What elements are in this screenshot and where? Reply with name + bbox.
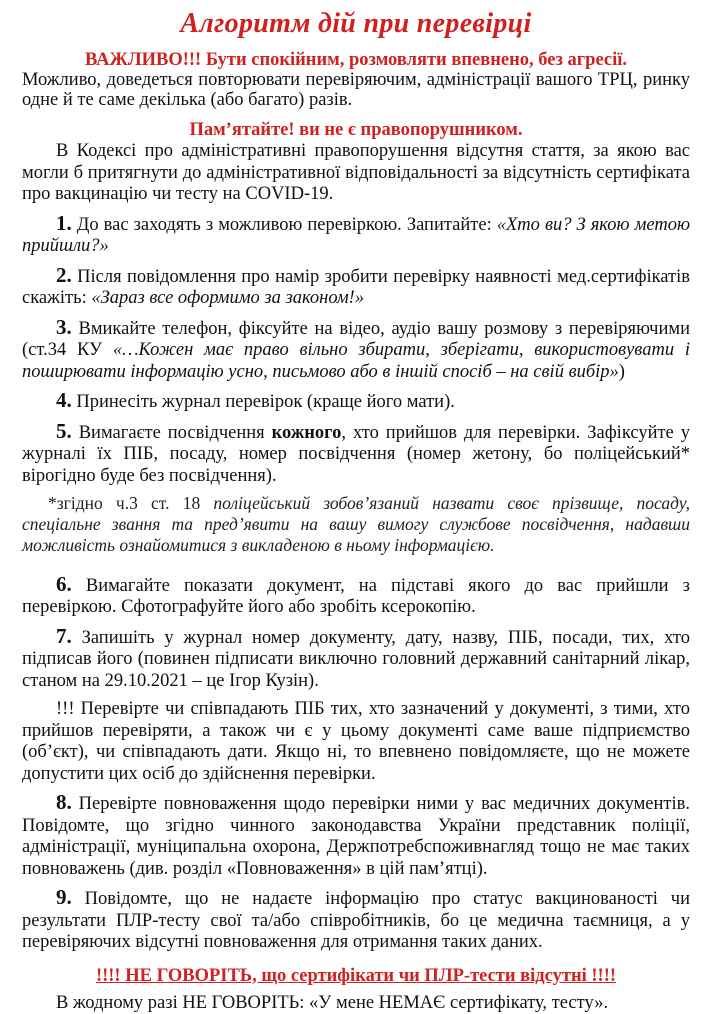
footnote-text: поліцейський зобов’язаний назвати своє прізвище, посаду, спеціальне звання та пред’явити на вашу вимогу службове посвідчення, надавши можливість ознайомитися з викладеною в ньому інформацією. (22, 493, 691, 555)
important-text: Можливо, доведеться повторювати перевіряючим, адміністрації вашого ТРЦ, ринку одне й те саме декілька (або багато) разів. (22, 70, 690, 110)
step-quote: «…Кожен має право вільно збирати, зберігати, використовувати і поширювати інформацію усно, письмово або в іншій спосіб – на свій вибір» (22, 340, 690, 382)
step-7 (22, 623, 690, 693)
remember-heading: Пам’ятайте! ви не є правопорушником. (189, 120, 523, 140)
step-9 (22, 887, 690, 954)
step-tail: ) (618, 361, 625, 382)
warning-heading: !!!! НЕ ГОВОРІТЬ, що сертифікати чи ПЛР-тести відсутні !!!! (95, 965, 617, 986)
footnote (22, 493, 690, 556)
step-text-continued: , хто прийшов для перевірки. Зафіксуйте у журналі їх ПІБ, посаду, номер посвідчення (номер жетону, бо поліцейський* вірогідно буде без посвідчення). (22, 422, 690, 486)
step-text: Принесіть журнал перевірок (краще його мати). (71, 392, 455, 412)
step-quote: «Зараз все оформимо за законом!» (91, 288, 365, 308)
step-text: Вмикайте телефон, фіксуйте на відео, аудіо вашу розмову з перевіряючими (ст.34 КУ (22, 318, 690, 360)
final-paragraph: В жодному разі НЕ ГОВОРІТЬ: «У мене НЕМАЄ сертифікату, тесту». (56, 992, 609, 1013)
note-paragraph: !!! Перевірте чи співпадають ПІБ тих, хто зазначений у документі, з тими, хто прийшов перевіряти, а також чи є у цьому документі саме ваше підприємство (об’єкт), чи співпадають дати. Якщо ні, то впевнено повідомляєте, що не можете допустити цих осіб до здійснення перевірки. (22, 699, 690, 784)
step-text: Після повідомлення про намір зробити перевірку наявності мед.сертифікатів скажіть: (22, 266, 690, 308)
step-number: 8. (56, 790, 72, 814)
step-emphasis: кожного (271, 422, 342, 443)
step-number: 6. (56, 571, 72, 596)
step-1 (22, 210, 690, 258)
step-text: Вимагаєте посвідчення (71, 422, 272, 443)
step-3 (22, 314, 690, 384)
intro-paragraph: В Кодексі про адміністративні правопорушення відсутня стаття, за якою вас могли б притягнути до адміністративної відповідальності за відсутність сертифіката про вакцинацію чи тесту на COVID-19. (22, 141, 690, 204)
step-8 (22, 792, 690, 880)
step-text: Перевірте повноваження щодо перевірки ними у вас медичних документів. Повідомте, що згідно чинного законодавства України представник поліції, адміністрації, муніципальна охорона, Держпотребспоживнагляд тощо не має таких повноважень (див. розділ «Повноваження» в цій пам’ятці). (22, 794, 690, 879)
step-text: Запишіть у журнал номер документу, дату, назву, ПІБ, посади, тих, хто підписав його (повинен підписати виключно головний державний санітарний лікар, станом на 29.10.2021 – це Ігор Кузін). (22, 627, 690, 691)
important-block (22, 50, 690, 110)
page-title: Алгоритм дій при перевірці (180, 8, 532, 39)
step-number: 9. (56, 885, 72, 909)
important-lead: ВАЖЛИВО!!! Бути спокійним, розмовляти впевнено, без агресії. (85, 50, 627, 70)
step-number: 4. (56, 388, 72, 412)
step-text: До вас заходять з можливою перевіркою. Запитайте: (71, 214, 497, 235)
step-4 (22, 390, 690, 414)
step-6 (22, 571, 690, 619)
step-number: 3. (56, 314, 72, 339)
step-text: Вимагайте показати документ, на підставі якого до вас прийшли з перевіркою. Сфотографуйте його або зробіть ксерокопію. (22, 575, 690, 617)
step-2 (22, 262, 690, 310)
step-number: 7. (56, 623, 72, 648)
step-number: 5. (56, 418, 72, 443)
step-text: Повідомте, що не надаєте інформацію про статус вакцинованості чи результати ПЛР-тесту свої та/або співробітників, бо це медична таємниця, а у перевіряючих відсутні повноваження для отримання таких даних. (22, 889, 690, 952)
step-quote: «Хто ви? З якою метою прийшли?» (22, 214, 690, 256)
step-number: 1. (56, 210, 72, 235)
step-5 (22, 418, 690, 488)
step-number: 2. (56, 262, 72, 287)
footnote-prefix: *згідно ч.3 ст. 18 (48, 493, 214, 513)
